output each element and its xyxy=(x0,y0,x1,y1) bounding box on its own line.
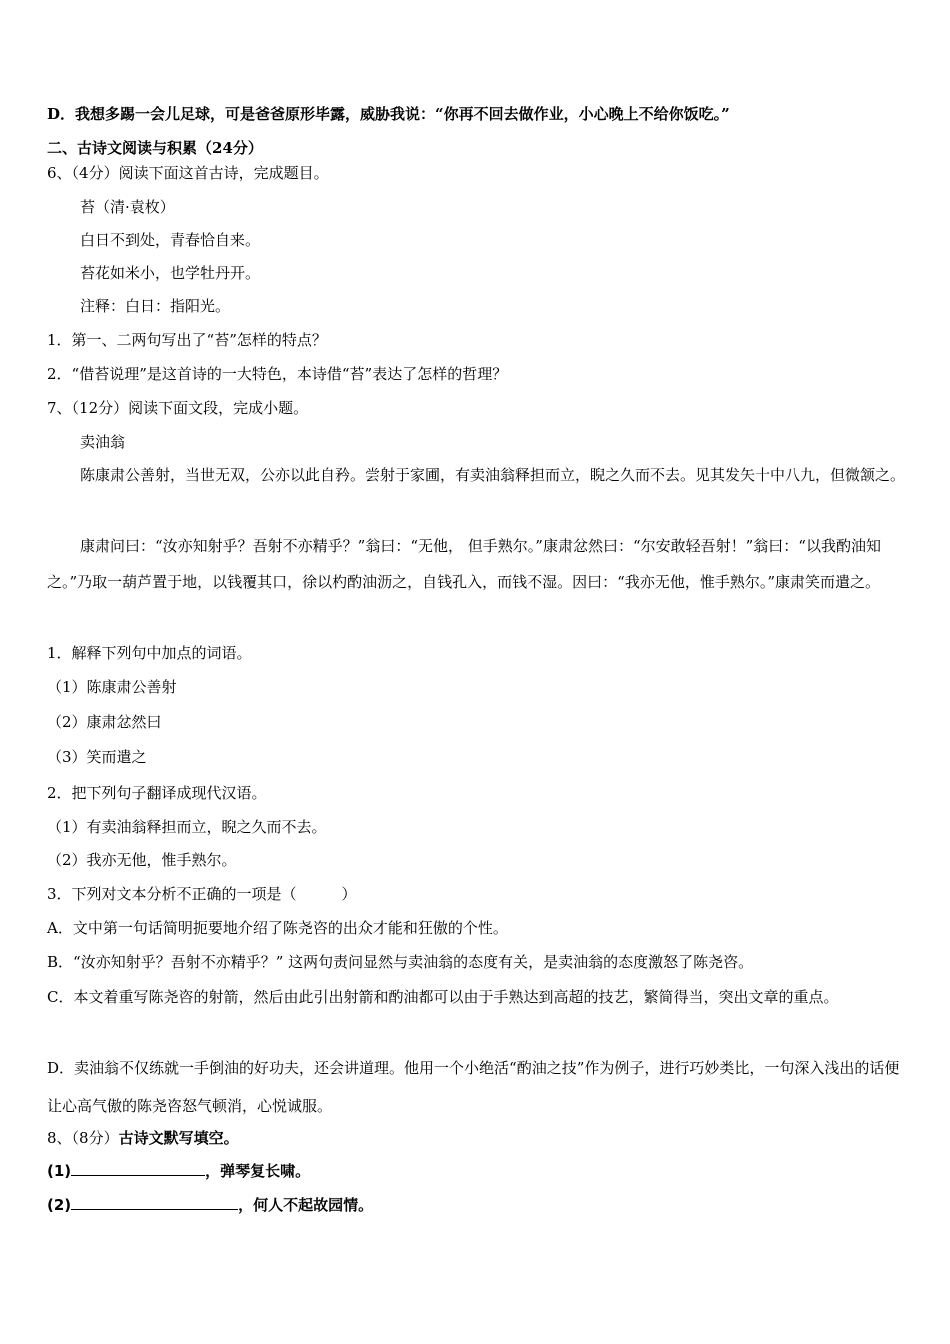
fill-blank-2-text: ，何人不起故园情。 xyxy=(238,1196,374,1214)
question-8-stem xyxy=(47,1128,914,1148)
fill-blank-2 xyxy=(47,1195,914,1215)
fill-blank-1-number: (1) xyxy=(47,1162,72,1180)
question-8-prefix: 8、（8分） xyxy=(47,1129,119,1147)
question-6-sub-2: 2．“借苔说理”是这首诗的一大特色，本诗借“苔”表达了怎样的哲理？ xyxy=(47,365,508,383)
fill-blank-1 xyxy=(47,1161,914,1181)
prev-question-option-d: D．我想多踢一会儿足球，可是爸爸原形毕露，威胁我说：“你再不回去做作业，小心晚上不给你饭吃。” xyxy=(47,105,730,123)
answer-blank-2[interactable] xyxy=(71,1195,238,1210)
poem-title: 苔（清·袁枚） xyxy=(80,198,175,216)
word-item-2: （2）康肃忿然曰 xyxy=(47,713,162,731)
word-item-1: （1）陈康肃公善射 xyxy=(47,678,177,696)
passage-paragraph-2: 康肃问曰：“汝亦知射乎？吾射不亦精乎？”翁曰：“无他， 但手熟尔。”康肃忿然曰：“尔安敢轻吾射！”翁曰：“以我酌油知之。”乃取一葫芦置于地，以钱覆其口，徐以杓酌油沥之，自钱孔入，而钱不湿。因曰：“我亦无他，惟手熟尔。”康肃笑而遣之。 xyxy=(47,537,881,591)
question-7-sub-3-stem: 3．下列对文本分析不正确的一项是（ ） xyxy=(47,885,357,903)
question-6-sub-1: 1．第一、二两句写出了“苔”怎样的特点？ xyxy=(47,331,327,349)
passage-paragraph-1: 陈康肃公善射，当世无双，公亦以此自矜。尝射于家圃，有卖油翁释担而立，睨之久而不去。见其发矢十中八九，但微颔之。 xyxy=(80,466,906,484)
option-c: C．本文着重写陈尧咨的射箭，然后由此引出射箭和酌油都可以由于手熟达到高超的技艺，繁简得当，突出文章的重点。 xyxy=(47,988,839,1006)
question-8-title: 古诗文默写填空。 xyxy=(118,1129,239,1147)
section-heading: 二、古诗文阅读与积累（24分） xyxy=(47,139,263,157)
option-b: B．“汝亦知射乎？吾射不亦精乎？” 这两句责问显然与卖油翁的态度有关，是卖油翁的态度激怒了陈尧咨。 xyxy=(47,953,754,971)
poem-line-1: 白日不到处，青春恰自来。 xyxy=(80,231,261,249)
question-7-stem: 7、（12分）阅读下面文段，完成小题。 xyxy=(47,399,309,417)
fill-blank-2-number: (2) xyxy=(47,1196,72,1214)
question-7-sub-2-stem: 2．把下列句子翻译成现代汉语。 xyxy=(47,784,267,802)
poem-note: 注释：白日：指阳光。 xyxy=(80,297,231,315)
option-a: A．文中第一句话简明扼要地介绍了陈尧咨的出众才能和狂傲的个性。 xyxy=(47,919,508,937)
option-d: D．卖油翁不仅练就一手倒油的好功夫，还会讲道理。他用一个小绝活“酌油之技”作为例子，进行巧妙类比，一句深入浅出的话便让心高气傲的陈尧咨怒气顿消，心悦诚服。 xyxy=(47,1059,900,1115)
answer-blank-1[interactable] xyxy=(71,1161,205,1176)
poem-line-2: 苔花如米小，也学牡丹开。 xyxy=(80,264,261,282)
question-7-sub-1-stem: 1．解释下列句中加点的词语。 xyxy=(47,644,252,662)
translate-item-1: （1）有卖油翁释担而立，睨之久而不去。 xyxy=(47,818,327,836)
word-item-3: （3）笑而遣之 xyxy=(47,748,147,766)
passage-title: 卖油翁 xyxy=(80,433,126,451)
question-6-stem: 6、（4分）阅读下面这首古诗，完成题目。 xyxy=(47,164,329,182)
fill-blank-1-text: ，弹琴复长啸。 xyxy=(205,1162,311,1180)
translate-item-2: （2）我亦无他，惟手熟尔。 xyxy=(47,851,237,869)
